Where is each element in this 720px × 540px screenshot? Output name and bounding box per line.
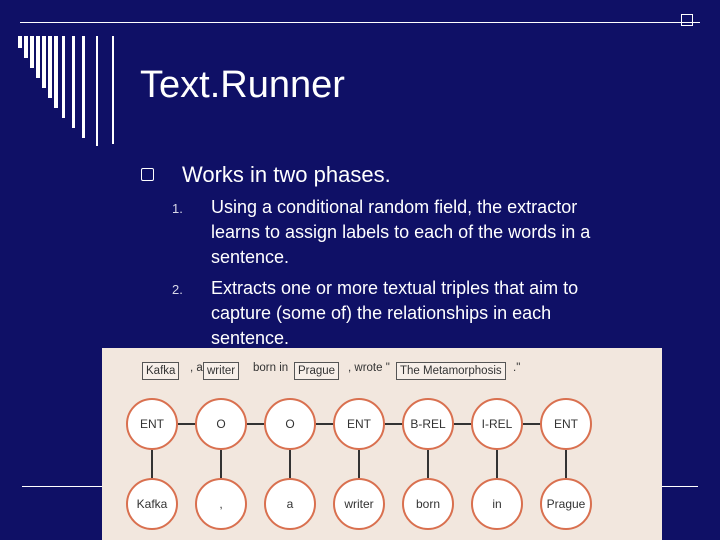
vertical-bar	[18, 36, 22, 48]
item-line: learns to assign labels to each of the words in a	[211, 222, 591, 242]
sentence-token: , wrote "	[348, 362, 390, 374]
item-line: Using a conditional random field, the extractor	[211, 197, 578, 217]
vertical-bar	[82, 36, 85, 138]
tag-node: O	[264, 398, 316, 450]
word-node: in	[471, 478, 523, 530]
item-line: Extracts one or more textual triples that aim to	[211, 278, 579, 298]
item-line: sentence.	[211, 328, 290, 348]
vertical-bar	[48, 36, 52, 98]
vertical-bar	[54, 36, 58, 108]
emission-edge	[151, 450, 153, 478]
vertical-bar	[24, 36, 28, 58]
item-line: capture (some of) the relationships in each	[211, 303, 552, 323]
bottom-rule-line	[662, 486, 698, 487]
bottom-rule-line	[22, 486, 102, 487]
item-number: 1.	[172, 201, 183, 216]
word-node: writer	[333, 478, 385, 530]
word-node: Prague	[540, 478, 592, 530]
emission-edge	[220, 450, 222, 478]
tag-node: ENT	[126, 398, 178, 450]
emission-edge	[427, 450, 429, 478]
vertical-bar	[96, 36, 98, 146]
bullet-square-icon	[141, 168, 154, 181]
list-item	[211, 195, 681, 270]
sentence-token: born in	[253, 362, 289, 374]
vertical-bar	[72, 36, 75, 128]
sentence-token-boxed: Kafka	[142, 362, 179, 380]
item-number: 2.	[172, 282, 183, 297]
tag-node: ENT	[540, 398, 592, 450]
sentence-token-boxed: Prague	[294, 362, 339, 380]
word-node: born	[402, 478, 454, 530]
vertical-bar	[112, 36, 114, 144]
emission-edge	[496, 450, 498, 478]
word-node: a	[264, 478, 316, 530]
word-node: ,	[195, 478, 247, 530]
emission-edge	[289, 450, 291, 478]
tag-node: O	[195, 398, 247, 450]
sentence-token-boxed: The Metamorphosis	[396, 362, 506, 380]
word-node: Kafka	[126, 478, 178, 530]
vertical-bar	[62, 36, 65, 118]
tag-node: I-REL	[471, 398, 523, 450]
item-line: sentence.	[211, 247, 290, 267]
bullet-text: Works in two phases.	[182, 162, 391, 187]
emission-edge	[565, 450, 567, 478]
vertical-bar	[36, 36, 40, 78]
vertical-bar	[42, 36, 46, 88]
slide-title: Text.Runner	[140, 64, 345, 106]
crf-figure	[102, 348, 662, 540]
top-rule-line	[20, 22, 700, 23]
tag-node: B-REL	[402, 398, 454, 450]
sentence-token: , a	[190, 362, 203, 374]
emission-edge	[358, 450, 360, 478]
corner-square-decoration	[681, 14, 693, 26]
list-item	[211, 276, 681, 351]
sentence-token: ."	[513, 362, 521, 374]
sentence-token-boxed: writer	[203, 362, 239, 380]
vertical-bar	[30, 36, 34, 68]
tag-node: ENT	[333, 398, 385, 450]
